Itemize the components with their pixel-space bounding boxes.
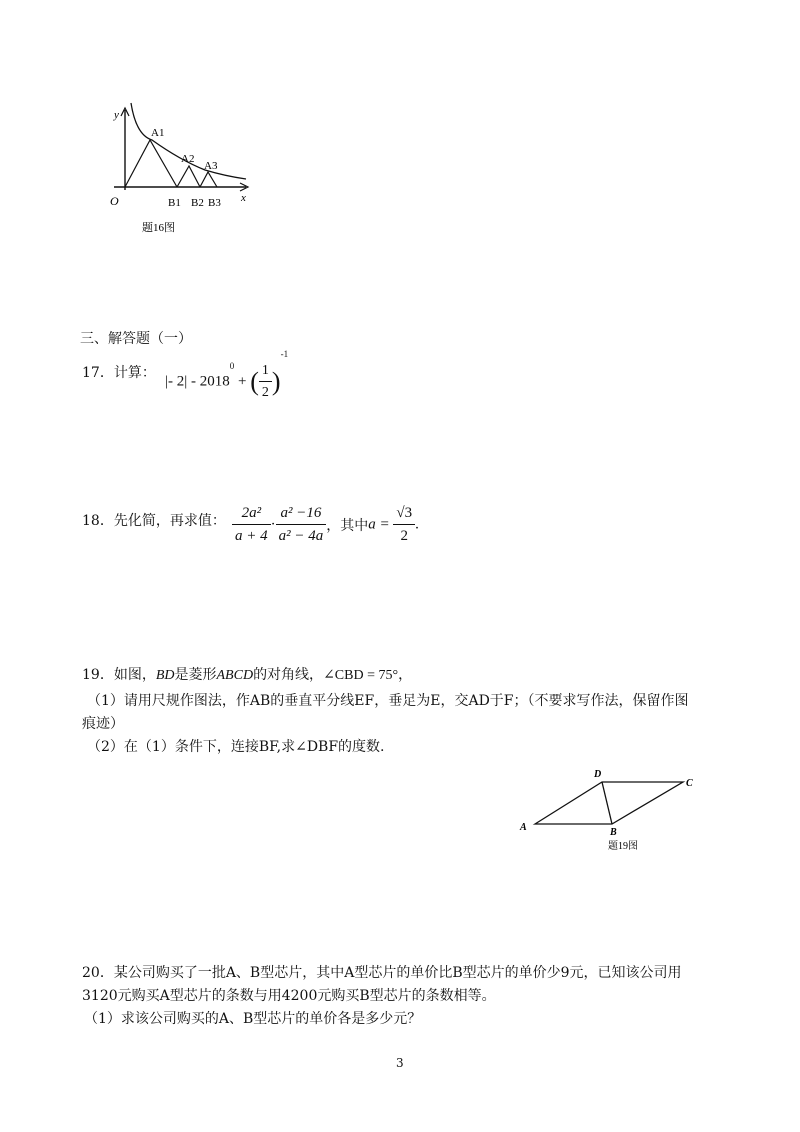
label-o: O: [110, 194, 119, 208]
q18-frac3-den: 2: [400, 528, 408, 544]
q17-half-den: 2: [261, 385, 269, 400]
q17-abs: |- 2|: [165, 373, 188, 390]
q18-expression: [232, 505, 419, 545]
label-b3: B3: [208, 197, 221, 209]
figure-16-caption: 题16图: [142, 222, 175, 234]
q18-end: .: [415, 516, 419, 533]
label-d: D: [594, 769, 602, 780]
rhombus-abcd: [535, 782, 683, 824]
q19-line1-b: 是菱形: [174, 667, 217, 683]
q18-frac1-den: a + 4: [235, 528, 268, 544]
triangle-1: [125, 140, 177, 187]
q18-a-eq: a =: [368, 516, 390, 533]
q19-line1-a: 19．如图，: [82, 667, 156, 683]
q18-frac2-den: a² − 4a: [278, 528, 324, 544]
q17-half-num: 1: [259, 363, 272, 382]
label-x: x: [241, 192, 246, 204]
q18-where: ，其中: [326, 518, 369, 534]
q20-line1: 20．某公司购买了一批A、B型芯片，其中A型芯片的单价比B型芯片的单价少9元，已知该公司用: [82, 965, 682, 981]
label-c: C: [686, 778, 693, 789]
q18-dot: ·: [270, 516, 276, 533]
label-b: B: [610, 827, 617, 838]
q19-line2: （1）请用尺规作图法，作AB的垂直平分线EF，垂足为E，交AD于F；（不要求写作法，保留作图: [87, 693, 689, 709]
q19-line1: [82, 664, 412, 684]
label-a: A: [520, 822, 527, 833]
label-a3: A3: [204, 160, 218, 172]
q18-frac1-num: 2a²: [232, 505, 271, 525]
q17-exp-neg: -1: [280, 349, 289, 359]
figure-19-caption: 题19图: [608, 841, 638, 852]
q19-line3: 痕迹）: [82, 716, 124, 732]
label-y: y: [114, 109, 119, 121]
q18-frac3-num: √3: [393, 505, 415, 525]
q18-frac2-num: a² −16: [276, 505, 327, 525]
label-a1: A1: [151, 127, 165, 139]
label-b2: B2: [191, 197, 204, 209]
q19-bd: BD: [155, 668, 175, 683]
q17-paren-left: (: [250, 367, 259, 396]
q19-line4: （2）在（1）条件下，连接BF,求∠DBF的度数.: [87, 739, 385, 755]
page-number: 3: [396, 1056, 404, 1070]
diagonal-bd: [602, 782, 612, 824]
q17-exp-zero: 0: [229, 361, 235, 371]
triangle-3: [200, 172, 217, 187]
q17-paren-right: ): [271, 367, 281, 396]
q17-label: 17．计算：: [82, 365, 156, 381]
q17-expression: [165, 349, 289, 401]
q18-label: 18．先化简，再求值：: [82, 513, 226, 529]
q20-line2: 3120元购买A型芯片的条数与用4200元购买B型芯片的条数相等。: [82, 988, 496, 1004]
figure-16: [100, 100, 260, 240]
q19-angle: ∠CBD = 75°: [323, 668, 399, 683]
q17-plus: +: [238, 373, 247, 390]
q19-line1-d: ，: [398, 667, 413, 683]
label-b1: B1: [168, 197, 181, 209]
q19-line1-c: 的对角线，: [253, 667, 324, 683]
q20-line3: （1）求该公司购买的A、B型芯片的单价各是多少元？: [84, 1011, 422, 1027]
triangle-2: [177, 166, 200, 187]
label-a2: A2: [181, 153, 195, 165]
section-title: 三、解答题（一）: [80, 331, 192, 347]
q17-minus-term: - 2018: [191, 373, 230, 390]
q19-abcd: ABCD: [216, 668, 254, 683]
figure-19: [508, 765, 708, 857]
